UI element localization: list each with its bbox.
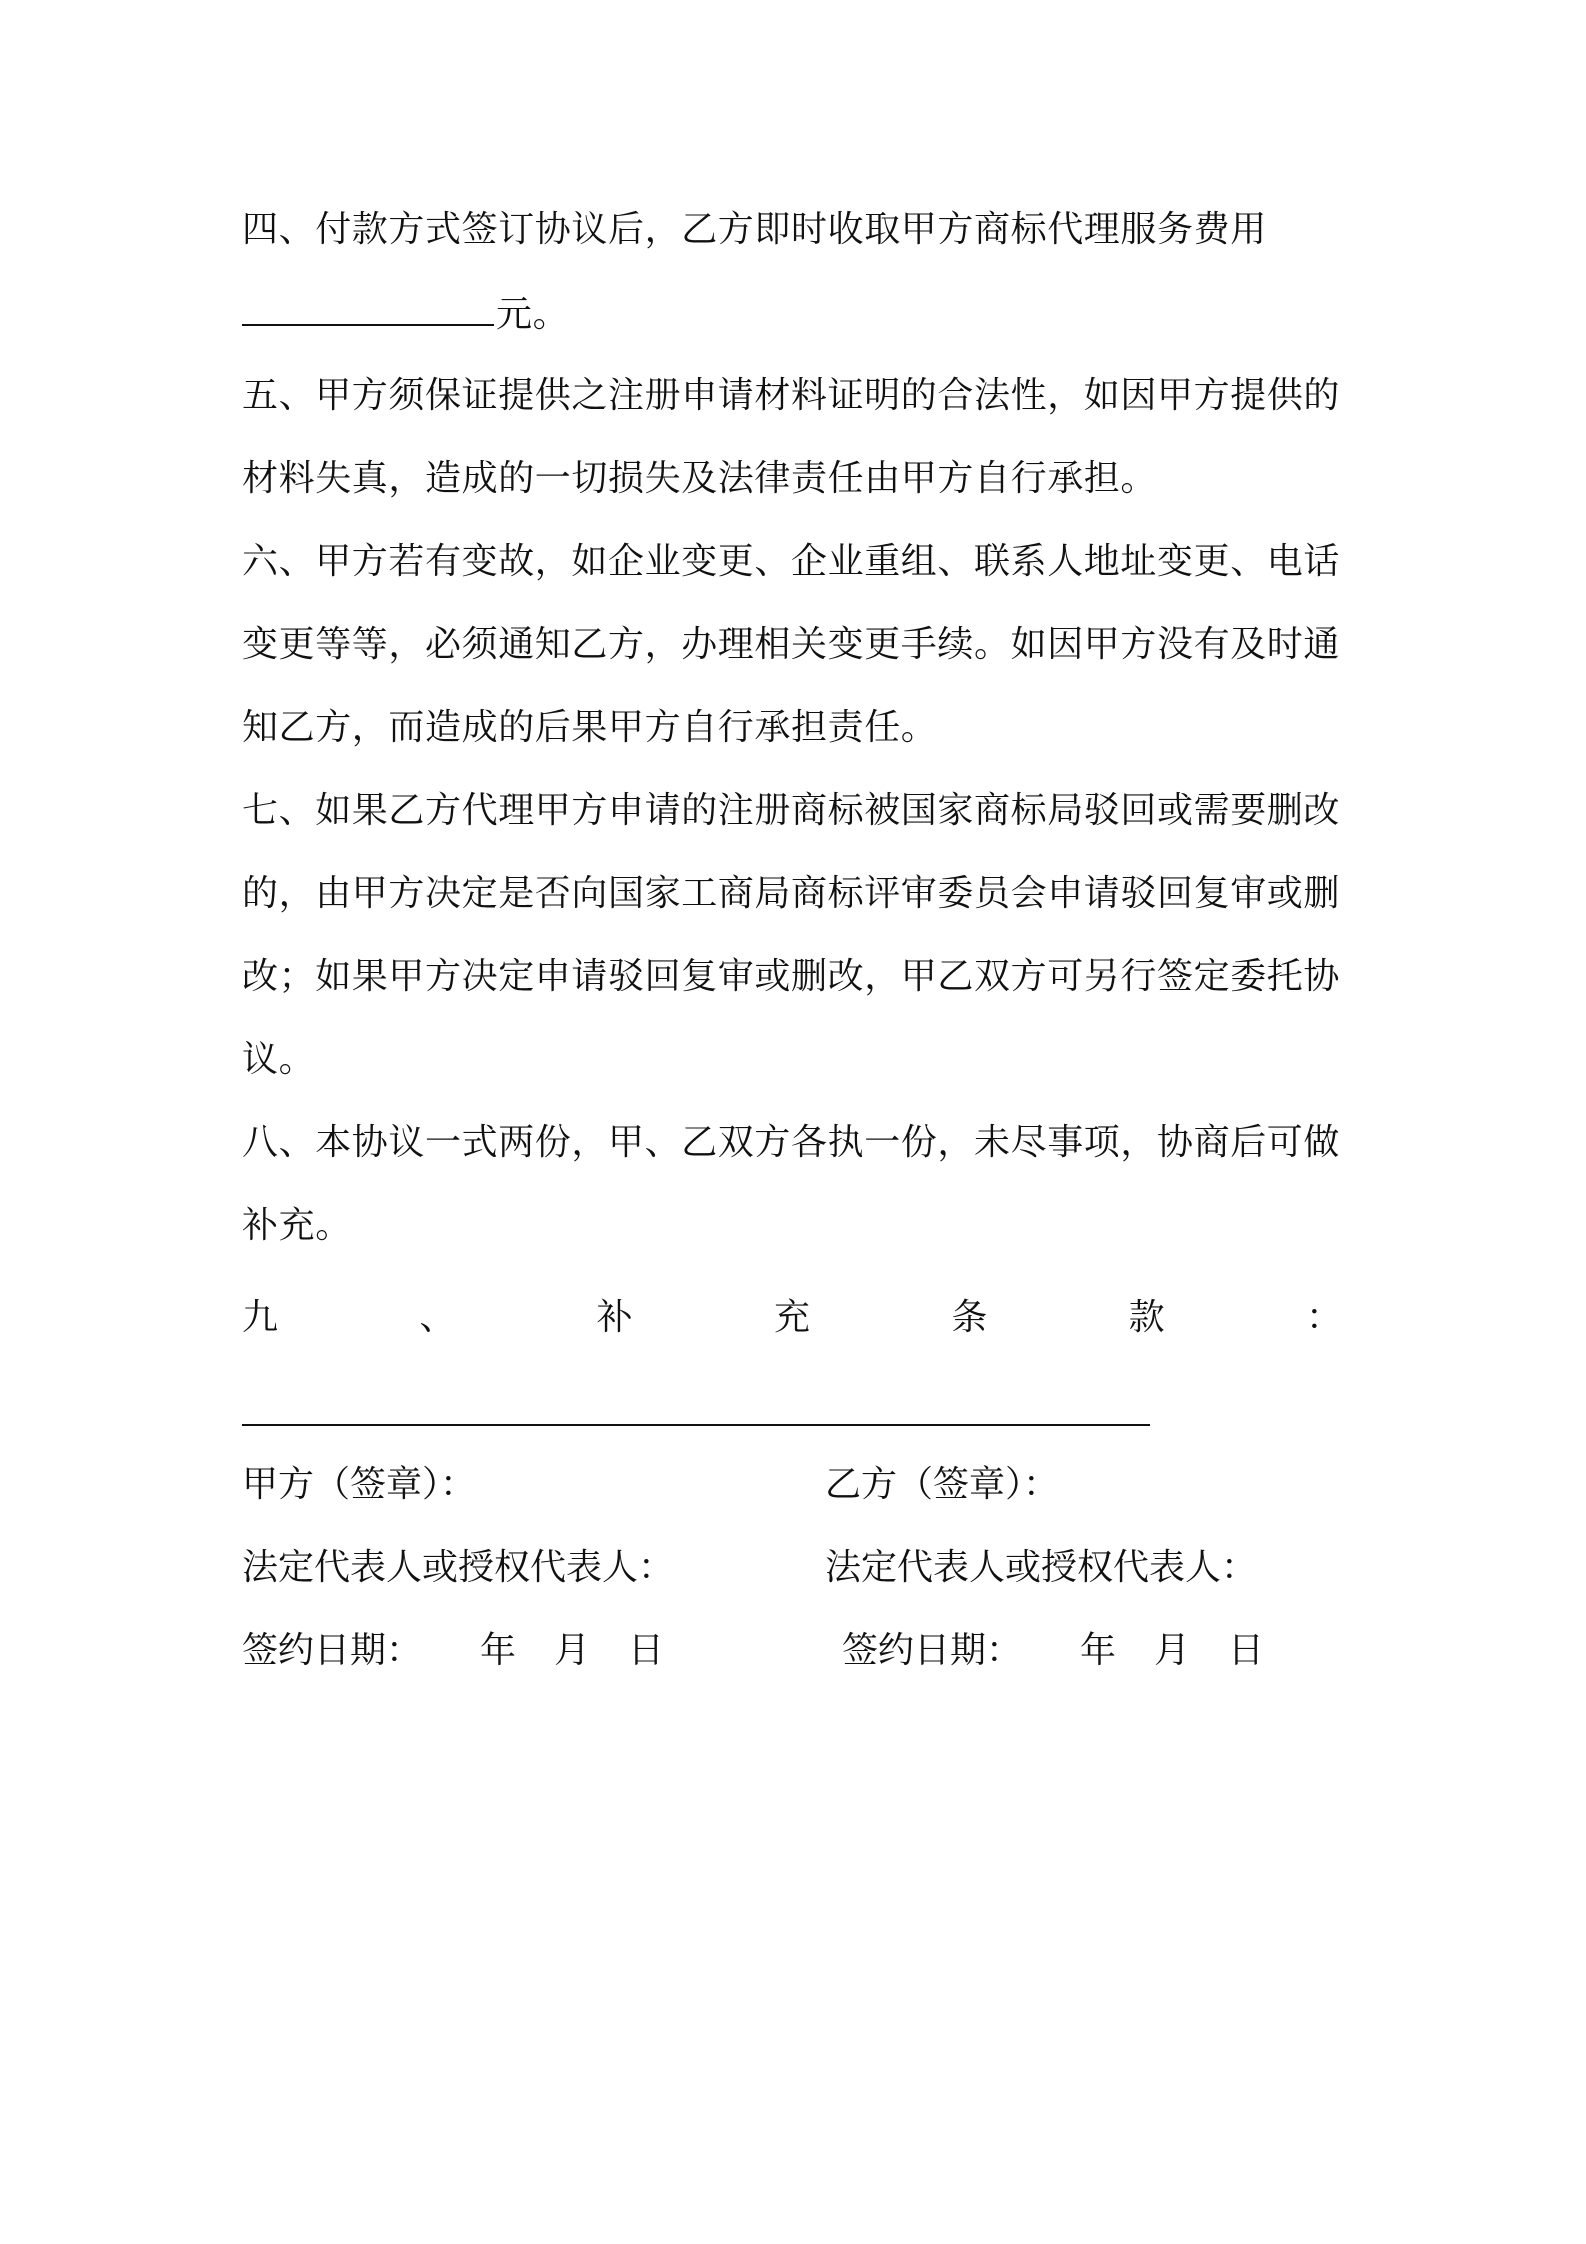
clause-9-char: 条 [951,1297,988,1338]
clause-7-line-3: 改；如果甲方决定申请驳回复审或删改，甲乙双方可另行签定委托协 [242,956,1341,997]
clause-9-char: 充 [773,1297,810,1338]
clause-4-line-2 [242,288,1357,340]
party-b-sign-date [842,1626,1264,1676]
clause-6-line-3: 知乙方，而造成的后果甲方自行承担责任。 [242,707,938,748]
clause-4-line-1: 四、付款方式签订协议后，乙方即时收取甲方商标代理服务费用 [242,209,1267,250]
clause-9-char: 补 [596,1297,633,1338]
party-b-seal-label: 乙方（签章）： [825,1464,1060,1505]
clause-5-line-2: 材料失真，造成的一切损失及法律责任由甲方自行承担。 [242,458,1158,499]
clause-7-line-2: 的，由甲方决定是否向国家工商局商标评审委员会申请驳回复审或删 [242,873,1341,914]
clause-4-suffix: 元。 [496,294,570,335]
clause-8-line-1: 八、本协议一式两份，甲、乙双方各执一份，未尽事项，协商后可做 [242,1122,1341,1163]
clause-6-line-1: 六、甲方若有变故，如企业变更、企业重组、联系人地址变更、电话 [242,541,1341,582]
fee-amount-blank[interactable] [242,288,494,326]
clause-9-char: 、 [419,1297,456,1338]
clause-6-line-2: 变更等等，必须通知乙方，办理相关变更手续。如因甲方没有及时通 [242,624,1341,665]
supplementary-terms-blank[interactable] [242,1424,1150,1426]
party-a-seal-label: 甲方（签章）： [242,1464,477,1505]
clause-9-char: ： [1305,1297,1342,1338]
clause-7-line-4: 议。 [242,1039,316,1080]
date-label: 签约日期： [842,1630,1023,1671]
clause-9-heading [242,1293,1342,1343]
year-label: 年 [1080,1630,1117,1671]
clause-8-line-2: 补充。 [242,1205,352,1246]
party-a-representative-label: 法定代表人或授权代表人： [242,1547,675,1588]
month-label: 月 [554,1630,591,1671]
date-label: 签约日期： [242,1630,423,1671]
party-b-representative-label: 法定代表人或授权代表人： [825,1547,1258,1588]
day-label: 日 [1228,1630,1265,1671]
clause-9-char: 款 [1128,1297,1165,1338]
party-a-sign-date [242,1626,664,1676]
clause-7-line-1: 七、如果乙方代理甲方申请的注册商标被国家商标局驳回或需要删改 [242,790,1341,831]
year-label: 年 [480,1630,517,1671]
clause-9-char: 九 [242,1297,279,1338]
clause-5-line-1: 五、甲方须保证提供之注册申请材料证明的合法性，如因甲方提供的 [242,375,1341,416]
month-label: 月 [1154,1630,1191,1671]
day-label: 日 [628,1630,665,1671]
